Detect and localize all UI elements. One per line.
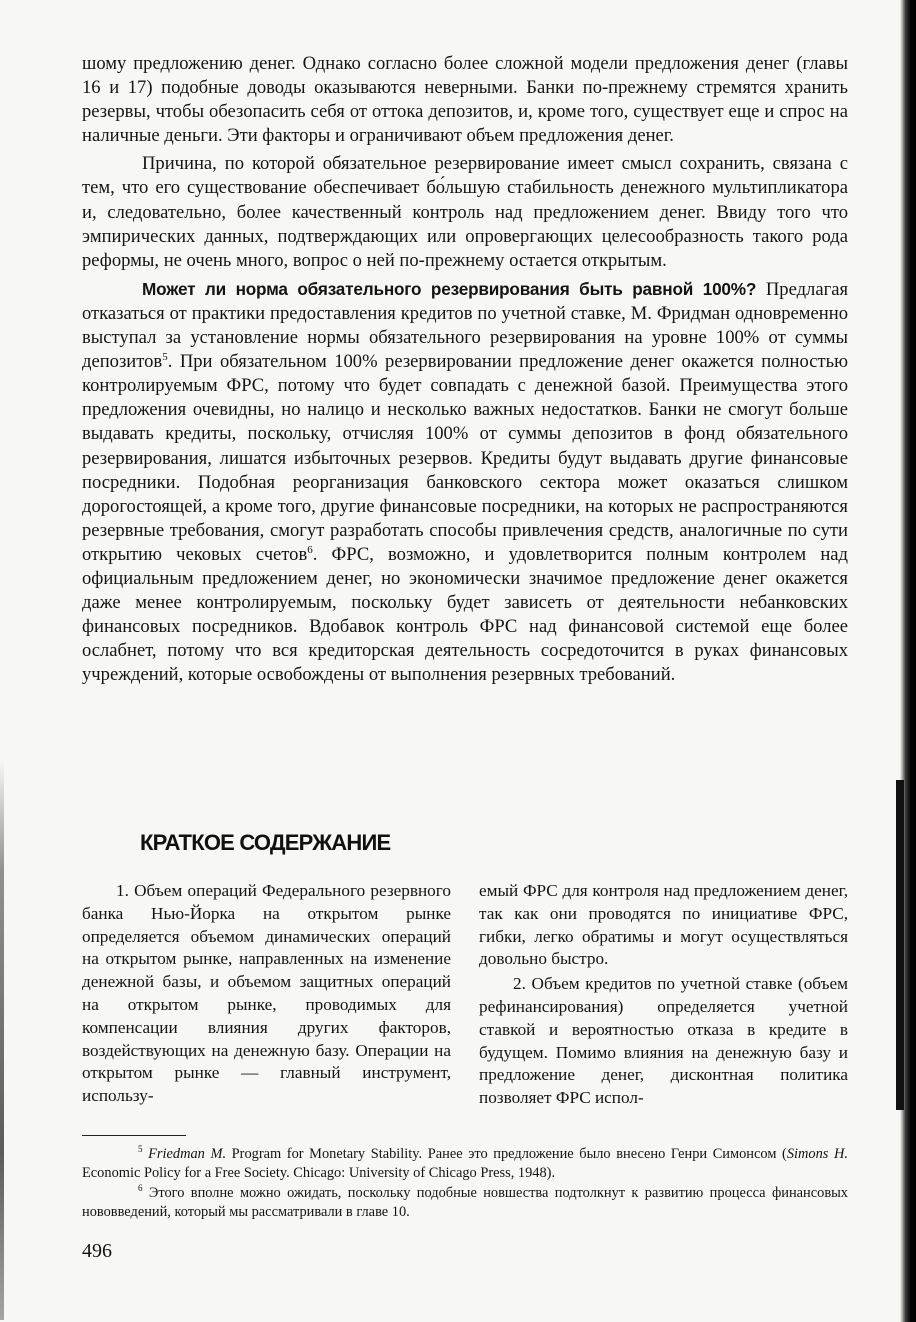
footnote-5-mark: 5 [138, 1144, 143, 1155]
footnote-5-author: Friedman M. [148, 1146, 227, 1162]
main-text [82, 52, 848, 687]
scan-shadow-left [0, 760, 4, 1320]
runin-heading: Может ли норма обязательного резервирования быть равной 100%? [142, 278, 757, 299]
footnotes [82, 1145, 848, 1223]
summary-columns [82, 880, 848, 1110]
section-title: КРАТКОЕ СОДЕРЖАНИЕ [140, 830, 391, 855]
footnote-ref-6: 6 [307, 543, 313, 556]
page-number: 496 [82, 1240, 112, 1262]
summary-item-2: 2. Объем кредитов по учетной ставке (объем рефинансирования) определяется учетной ставкой и вероятностью отказа в кредите в будущем. Помимо влияния на денежную базу и предложение денег, дисконтная политика позволяет ФРС испол- [479, 974, 848, 1108]
footnote-ref-5: 5 [162, 350, 168, 363]
summary-item-1: 1. Объем операций Федерального резервного банка Нью-Йорка на открытом рынке определяется объемом динамических операций на открытом рынке, направленных на изменение денежной базы, и объемом защитных операций на открытом рынке, проводимых для компенсации влияния других факторов, воздействующих на денежную базу. Операции на открытом рынке — главный инструмент, использу- [82, 881, 451, 1106]
summary-item-1-continued: емый ФРС для контроля над предложением денег, так как они проводятся по инициативе ФРС, гибки, легко обратимы и могут осуществляться довольно быстро. [479, 881, 848, 969]
paragraph-text-b: . При обязательном 100% резервировании предложение денег окажется полностью контролируемым ФРС, потому что будет совпадать с денежной базой. Преимущества этого предложения очевидны, но налицо и несколько важных недостатков. Банки не смогут больше выдавать кредиты, поскольку, отчисляя 100% от суммы депозитов в фонд обязательного резервирования, лишатся избыточных резервов. Кредиты будут выдавать другие финансовые посредники. Подобная реорганизация банковского сектора может оказаться слишком дорогостоящей, а кроме того, другие финансовые посредники, на которых не распространяются резервные требования, смогут разработать способы привлечения средств, аналогичные по сути открытию чековых счетов [82, 351, 848, 565]
footnote-6-mark: 6 [138, 1183, 143, 1194]
scan-edge-right [900, 0, 916, 1322]
scan-edge-shadow [896, 780, 904, 1110]
footnote-5-author-2: Simons H. [786, 1146, 848, 1162]
footnote-5 [82, 1145, 848, 1184]
summary-left-column [82, 880, 451, 1110]
paragraph-reserve-reason: Причина, по которой обязательное резервирование имеет смысл сохранить, связана с тем, что его существование обеспечивает бо́льшую стабильность денежного мультипликатора и, следовательно, более качественный контроль над предложением денег. Ввиду того что эмпирических данных, подтверждающих или опровергающих целесообразность такого рода реформы, не очень много, вопрос о ней по-прежнему остается открытым. [82, 153, 848, 271]
footnote-5-text-2: Economic Policy for a Free Society. Chicago: University of Chicago Press, 1948). [82, 1165, 556, 1182]
footnote-6-text: Этого вполне можно ожидать, поскольку подобные новшества подтолкнут к развитию процесса финансовых нововведений, который мы рассматривали в главе 10. [82, 1184, 848, 1221]
paragraph-text-a: Предлагая отказаться от практики предоставления кредитов по учетной ставке, М. Фридман одновременно выступал за установление нормы обязательного резервирования на уровне 100% от суммы депозитов [82, 278, 848, 373]
summary-right-column [479, 880, 848, 1110]
paragraph-continuation: шому предложению денег. Однако согласно более сложной модели предложения денег (главы 16 и 17) подобные доводы оказываются неверными. Банки по-прежнему стремятся хранить резервы, чтобы обезопасить себя от оттока депозитов, и, кроме того, существует еще и спрос на наличные деньги. Эти факторы и ограничивают объем предложения денег. [82, 53, 848, 147]
paragraph-text-c: . ФРС, возможно, и удовлетворится полным контролем над официальным предложением денег, но экономически значимое предложение денег окажется даже менее контролируемым, поскольку будет зависеть от деятельности небанковских финансовых посредников. Вдобавок контроль ФРС над финансовой системой еще более ослабнет, потому что вся кредиторская деятельность сосредоточится в руках финансовых учреждений, которые освобождены от выполнения резервных требований. [82, 543, 848, 686]
footnote-rule [82, 1135, 186, 1136]
footnote-5-text-1: Program for Monetary Stability. Ранее это предложение было внесено Генри Симонсом ( [226, 1146, 787, 1162]
paragraph-100-percent-reserve [82, 277, 848, 688]
footnote-6 [82, 1184, 848, 1223]
